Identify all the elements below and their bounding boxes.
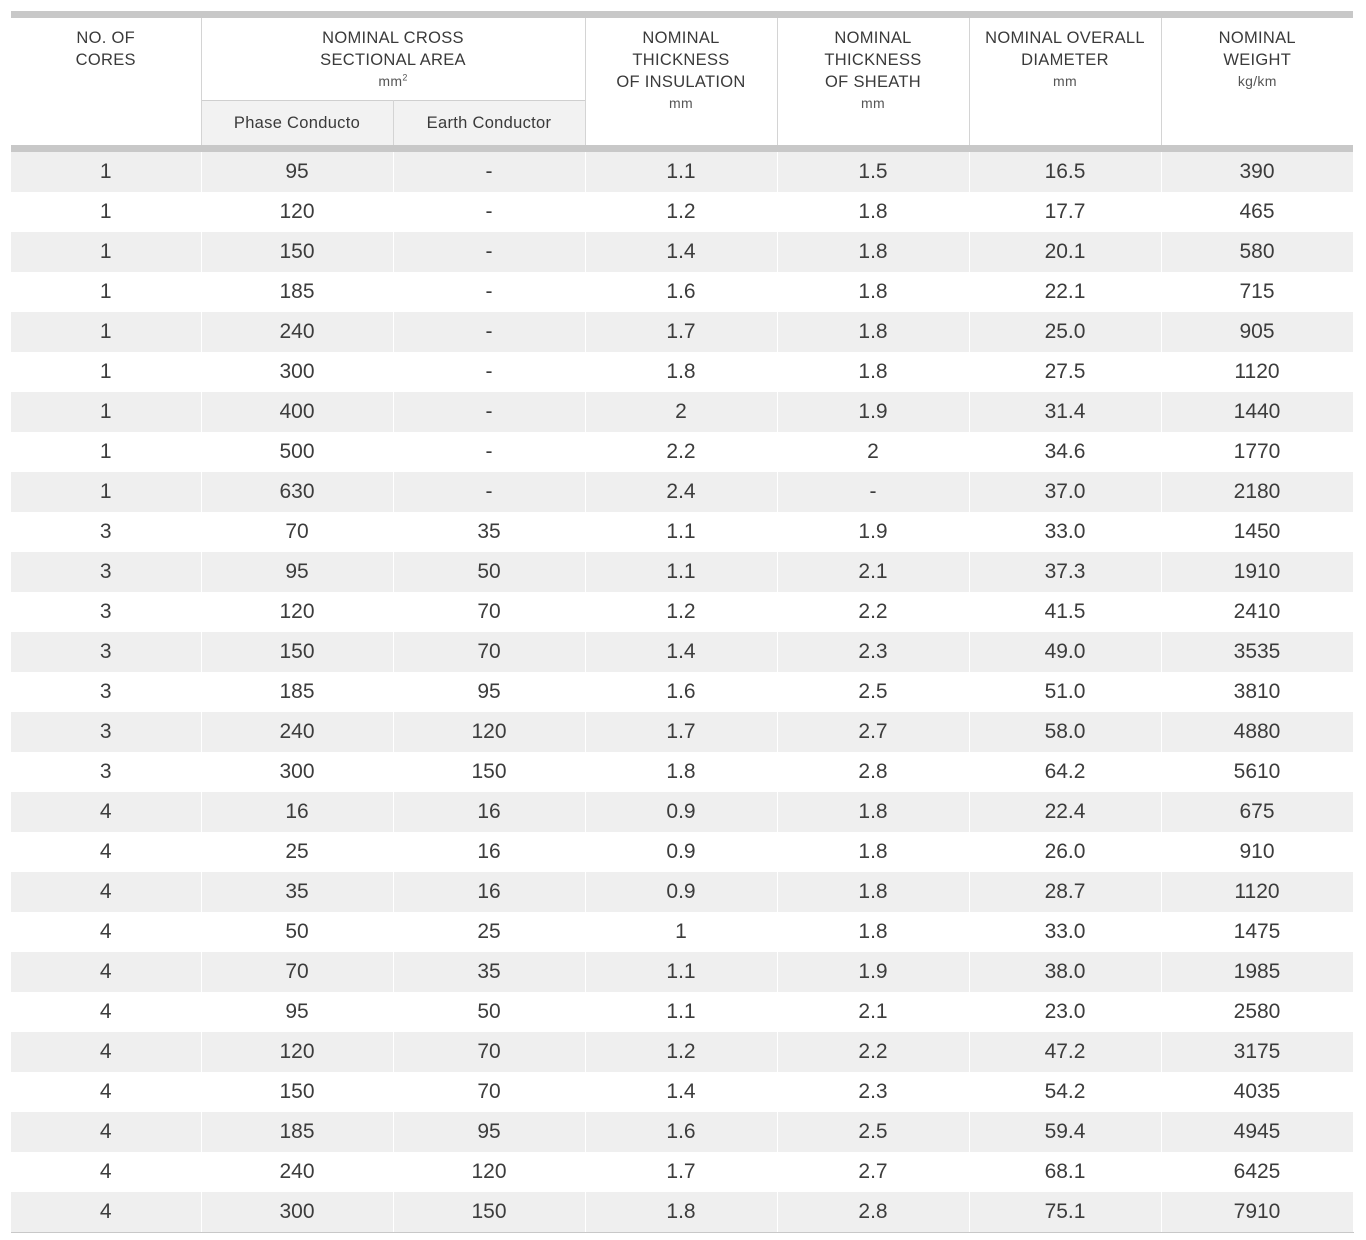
cell-phase-area: 95 [201, 992, 393, 1032]
table-row [11, 1032, 1353, 1072]
cell-sheath: 1.8 [777, 912, 969, 952]
table-row [11, 952, 1353, 992]
table-row [11, 872, 1353, 912]
header-area-label: NOMINAL CROSS SECTIONAL AREA [320, 29, 466, 69]
cell-sheath: 2.2 [777, 1032, 969, 1072]
cell-insulation: 1.7 [585, 712, 777, 752]
cell-insulation: 1 [585, 912, 777, 952]
cell-sheath: 2.8 [777, 1192, 969, 1233]
cell-phase-area: 185 [201, 1112, 393, 1152]
cell-earth-area: 70 [393, 592, 585, 632]
cell-earth-area: 35 [393, 512, 585, 552]
table-row [11, 192, 1353, 232]
cell-diameter: 68.1 [969, 1152, 1161, 1192]
cell-phase-area: 120 [201, 1032, 393, 1072]
cell-weight: 715 [1161, 272, 1353, 312]
cell-insulation: 1.2 [585, 1032, 777, 1072]
cell-diameter: 33.0 [969, 912, 1161, 952]
cell-weight: 1120 [1161, 872, 1353, 912]
cell-diameter: 54.2 [969, 1072, 1161, 1112]
cell-diameter: 23.0 [969, 992, 1161, 1032]
cell-cores: 4 [11, 792, 201, 832]
cell-phase-area: 120 [201, 192, 393, 232]
cell-diameter: 51.0 [969, 672, 1161, 712]
cell-sheath: 1.9 [777, 512, 969, 552]
table-row [11, 912, 1353, 952]
cell-phase-area: 70 [201, 512, 393, 552]
cell-diameter: 37.0 [969, 472, 1161, 512]
cell-earth-area: - [393, 152, 585, 192]
table-row [11, 712, 1353, 752]
cell-weight: 1440 [1161, 392, 1353, 432]
cell-weight: 2410 [1161, 592, 1353, 632]
cell-phase-area: 150 [201, 232, 393, 272]
cell-sheath: 2.5 [777, 672, 969, 712]
cell-sheath: 2.8 [777, 752, 969, 792]
table-body [11, 145, 1353, 1233]
cell-weight: 3175 [1161, 1032, 1353, 1072]
cell-sheath: 2.1 [777, 552, 969, 592]
header-cores-label: NO. OF CORES [75, 29, 136, 69]
cell-cores: 1 [11, 392, 201, 432]
cell-weight: 390 [1161, 152, 1353, 192]
cell-earth-area: - [393, 352, 585, 392]
cell-phase-area: 16 [201, 792, 393, 832]
cell-phase-area: 240 [201, 1152, 393, 1192]
top-rule [11, 11, 1353, 18]
cell-insulation: 1.6 [585, 1112, 777, 1152]
cell-diameter: 17.7 [969, 192, 1161, 232]
cell-earth-area: - [393, 272, 585, 312]
cable-spec-table [11, 18, 1354, 1233]
cell-sheath: 2 [777, 432, 969, 472]
cell-insulation: 1.1 [585, 552, 777, 592]
cell-diameter: 58.0 [969, 712, 1161, 752]
cell-diameter: 28.7 [969, 872, 1161, 912]
cell-earth-area: 70 [393, 1032, 585, 1072]
cell-phase-area: 70 [201, 952, 393, 992]
cell-weight: 905 [1161, 312, 1353, 352]
cell-earth-area: 50 [393, 552, 585, 592]
table-row [11, 1112, 1353, 1152]
cell-phase-area: 95 [201, 552, 393, 592]
cell-cores: 4 [11, 952, 201, 992]
cell-earth-area: 16 [393, 832, 585, 872]
cell-sheath: 1.9 [777, 392, 969, 432]
cell-weight: 1450 [1161, 512, 1353, 552]
cell-insulation: 0.9 [585, 792, 777, 832]
cell-diameter: 26.0 [969, 832, 1161, 872]
cell-earth-area: 95 [393, 1112, 585, 1152]
cell-earth-area: 95 [393, 672, 585, 712]
cell-phase-area: 400 [201, 392, 393, 432]
cell-insulation: 1.1 [585, 512, 777, 552]
cell-weight: 3535 [1161, 632, 1353, 672]
cell-earth-area: 150 [393, 752, 585, 792]
cell-insulation: 1.1 [585, 152, 777, 192]
header-diameter-unit: mm [1053, 73, 1077, 89]
cell-weight: 4880 [1161, 712, 1353, 752]
cell-cores: 1 [11, 352, 201, 392]
cell-phase-area: 150 [201, 1072, 393, 1112]
cell-weight: 4945 [1161, 1112, 1353, 1152]
header-insulation-label: NOMINAL THICKNESS OF INSULATION [616, 29, 746, 91]
cell-phase-area: 240 [201, 312, 393, 352]
cell-earth-area: 70 [393, 632, 585, 672]
cell-insulation: 1.1 [585, 992, 777, 1032]
header-sheath-label: NOMINAL THICKNESS OF SHEATH [824, 29, 922, 91]
cell-weight: 675 [1161, 792, 1353, 832]
cell-insulation: 2 [585, 392, 777, 432]
cell-phase-area: 240 [201, 712, 393, 752]
header-rule [11, 145, 1353, 152]
cell-weight: 1910 [1161, 552, 1353, 592]
cell-cores: 4 [11, 1032, 201, 1072]
cell-earth-area: - [393, 472, 585, 512]
cell-sheath: 1.8 [777, 832, 969, 872]
cell-earth-area: 120 [393, 712, 585, 752]
cell-cores: 3 [11, 552, 201, 592]
cell-diameter: 47.2 [969, 1032, 1161, 1072]
table-row [11, 1152, 1353, 1192]
cell-sheath: 2.3 [777, 632, 969, 672]
cell-cores: 3 [11, 512, 201, 552]
cell-weight: 5610 [1161, 752, 1353, 792]
cell-phase-area: 300 [201, 1192, 393, 1233]
cell-sheath: 2.7 [777, 712, 969, 752]
cell-diameter: 22.1 [969, 272, 1161, 312]
cell-earth-area: - [393, 392, 585, 432]
cell-sheath: - [777, 472, 969, 512]
cell-earth-area: - [393, 312, 585, 352]
cell-cores: 4 [11, 1072, 201, 1112]
header-cores [11, 18, 201, 145]
table-row [11, 632, 1353, 672]
header-insulation [585, 18, 777, 145]
header-weight-unit: kg/km [1237, 73, 1277, 89]
cell-cores: 1 [11, 232, 201, 272]
cell-weight: 4035 [1161, 1072, 1353, 1112]
cell-sheath: 2.2 [777, 592, 969, 632]
cell-insulation: 1.8 [585, 352, 777, 392]
table-row [11, 392, 1353, 432]
cell-earth-area: 70 [393, 1072, 585, 1112]
cell-cores: 4 [11, 912, 201, 952]
header-sheath [777, 18, 969, 145]
table-row [11, 552, 1353, 592]
cell-cores: 4 [11, 1192, 201, 1233]
cell-earth-area: 50 [393, 992, 585, 1032]
cell-diameter: 33.0 [969, 512, 1161, 552]
cell-cores: 1 [11, 152, 201, 192]
cell-cores: 3 [11, 712, 201, 752]
cell-phase-area: 50 [201, 912, 393, 952]
cell-weight: 910 [1161, 832, 1353, 872]
header-insulation-unit: mm [669, 95, 693, 111]
table-row [11, 432, 1353, 472]
cell-sheath: 1.8 [777, 792, 969, 832]
cell-diameter: 64.2 [969, 752, 1161, 792]
cell-phase-area: 25 [201, 832, 393, 872]
cell-diameter: 75.1 [969, 1192, 1161, 1233]
cell-sheath: 1.9 [777, 952, 969, 992]
cell-cores: 3 [11, 632, 201, 672]
cell-weight: 1770 [1161, 432, 1353, 472]
table-row [11, 232, 1353, 272]
header-area-unit-text: mm [378, 73, 403, 89]
cell-weight: 2180 [1161, 472, 1353, 512]
header-diameter-label: NOMINAL OVERALL DIAMETER [985, 29, 1145, 69]
cell-weight: 1120 [1161, 352, 1353, 392]
cell-cores: 3 [11, 672, 201, 712]
header-area-unit [202, 71, 585, 91]
cell-diameter: 38.0 [969, 952, 1161, 992]
cell-insulation: 0.9 [585, 872, 777, 912]
cell-diameter: 25.0 [969, 312, 1161, 352]
cell-insulation: 1.4 [585, 632, 777, 672]
cell-earth-area: 16 [393, 792, 585, 832]
cell-earth-area: 35 [393, 952, 585, 992]
table-row [11, 472, 1353, 512]
cell-phase-area: 95 [201, 152, 393, 192]
cell-insulation: 1.6 [585, 672, 777, 712]
cell-insulation: 1.7 [585, 312, 777, 352]
table-row [11, 1072, 1353, 1112]
cell-insulation: 2.2 [585, 432, 777, 472]
table-row [11, 1192, 1353, 1233]
cell-cores: 1 [11, 312, 201, 352]
cell-diameter: 41.5 [969, 592, 1161, 632]
cell-sheath: 2.5 [777, 1112, 969, 1152]
cell-sheath: 1.8 [777, 272, 969, 312]
cell-sheath: 2.1 [777, 992, 969, 1032]
cell-phase-area: 630 [201, 472, 393, 512]
cell-cores: 4 [11, 1112, 201, 1152]
cell-cores: 3 [11, 592, 201, 632]
header-area-unit-sup: 2 [402, 72, 408, 83]
cell-earth-area: 16 [393, 872, 585, 912]
cell-cores: 1 [11, 472, 201, 512]
cell-insulation: 1.4 [585, 232, 777, 272]
cell-insulation: 2.4 [585, 472, 777, 512]
table-row [11, 752, 1353, 792]
cell-sheath: 1.8 [777, 352, 969, 392]
header-diameter [969, 18, 1161, 145]
cell-weight: 1985 [1161, 952, 1353, 992]
header-earth-conductor: Earth Conductor [393, 100, 585, 145]
cell-weight: 1475 [1161, 912, 1353, 952]
cable-spec-table-container [11, 11, 1353, 1233]
table-row [11, 672, 1353, 712]
cell-diameter: 16.5 [969, 152, 1161, 192]
cell-diameter: 49.0 [969, 632, 1161, 672]
cell-sheath: 1.5 [777, 152, 969, 192]
cell-sheath: 2.7 [777, 1152, 969, 1192]
header-phase-conductor: Phase Conducto [201, 100, 393, 145]
cell-cores: 4 [11, 992, 201, 1032]
cell-cores: 4 [11, 1152, 201, 1192]
cell-sheath: 1.8 [777, 872, 969, 912]
table-row [11, 792, 1353, 832]
header-sheath-unit: mm [861, 95, 885, 111]
cell-insulation: 0.9 [585, 832, 777, 872]
cell-cores: 3 [11, 752, 201, 792]
cell-diameter: 37.3 [969, 552, 1161, 592]
cell-diameter: 27.5 [969, 352, 1161, 392]
cell-earth-area: 120 [393, 1152, 585, 1192]
table-row [11, 832, 1353, 872]
table-row [11, 592, 1353, 632]
cell-cores: 1 [11, 192, 201, 232]
header-weight-label: NOMINAL WEIGHT [1218, 29, 1296, 69]
table-row [11, 312, 1353, 352]
cell-sheath: 1.8 [777, 192, 969, 232]
cell-phase-area: 150 [201, 632, 393, 672]
cell-diameter: 34.6 [969, 432, 1161, 472]
cell-sheath: 1.8 [777, 312, 969, 352]
cell-insulation: 1.4 [585, 1072, 777, 1112]
cell-weight: 465 [1161, 192, 1353, 232]
cell-weight: 3810 [1161, 672, 1353, 712]
cell-insulation: 1.6 [585, 272, 777, 312]
table-row [11, 352, 1353, 392]
cell-insulation: 1.2 [585, 592, 777, 632]
cell-phase-area: 185 [201, 672, 393, 712]
cell-phase-area: 300 [201, 352, 393, 392]
cell-diameter: 31.4 [969, 392, 1161, 432]
header-area [201, 18, 585, 100]
table-row [11, 992, 1353, 1032]
table-row [11, 272, 1353, 312]
header-weight [1161, 18, 1353, 145]
cell-sheath: 2.3 [777, 1072, 969, 1112]
cell-weight: 580 [1161, 232, 1353, 272]
cell-earth-area: - [393, 432, 585, 472]
cell-diameter: 22.4 [969, 792, 1161, 832]
table-row [11, 512, 1353, 552]
table-row [11, 152, 1353, 192]
cell-sheath: 1.8 [777, 232, 969, 272]
cell-phase-area: 120 [201, 592, 393, 632]
cell-cores: 4 [11, 832, 201, 872]
cell-phase-area: 185 [201, 272, 393, 312]
cell-weight: 2580 [1161, 992, 1353, 1032]
cell-cores: 1 [11, 272, 201, 312]
cell-earth-area: - [393, 232, 585, 272]
cell-phase-area: 300 [201, 752, 393, 792]
cell-weight: 6425 [1161, 1152, 1353, 1192]
cell-earth-area: - [393, 192, 585, 232]
cell-insulation: 1.8 [585, 1192, 777, 1233]
cell-phase-area: 500 [201, 432, 393, 472]
cell-diameter: 20.1 [969, 232, 1161, 272]
cell-insulation: 1.1 [585, 952, 777, 992]
cell-insulation: 1.7 [585, 1152, 777, 1192]
cell-insulation: 1.2 [585, 192, 777, 232]
cell-weight: 7910 [1161, 1192, 1353, 1233]
cell-insulation: 1.8 [585, 752, 777, 792]
cell-cores: 1 [11, 432, 201, 472]
cell-diameter: 59.4 [969, 1112, 1161, 1152]
cell-phase-area: 35 [201, 872, 393, 912]
cell-earth-area: 150 [393, 1192, 585, 1233]
cell-cores: 4 [11, 872, 201, 912]
cell-earth-area: 25 [393, 912, 585, 952]
